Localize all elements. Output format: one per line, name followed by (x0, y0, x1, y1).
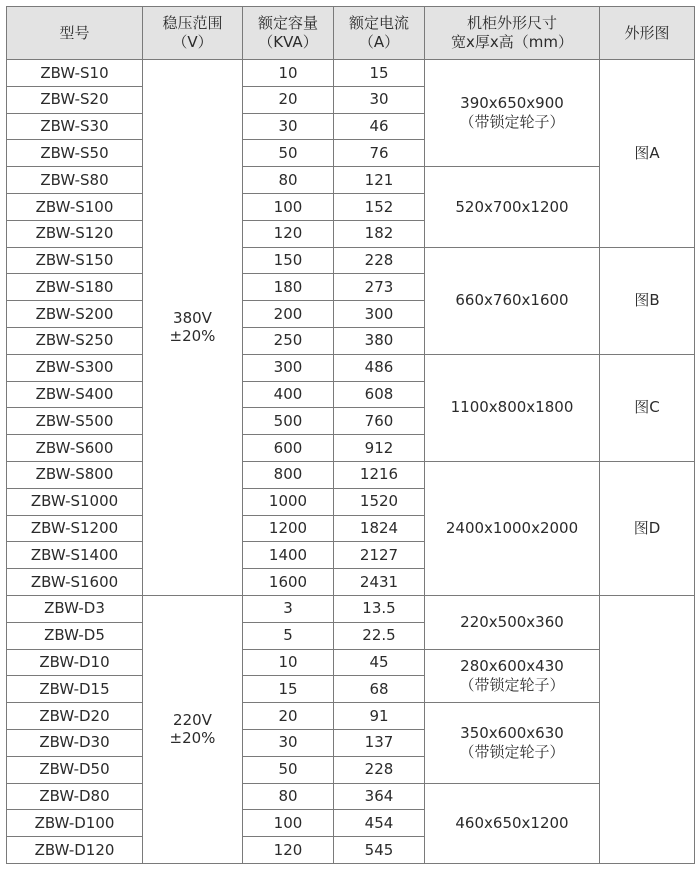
cell-current: 1520 (334, 488, 425, 515)
cell-current: 76 (334, 140, 425, 167)
cell-capacity: 50 (243, 140, 334, 167)
cell-capacity: 120 (243, 220, 334, 247)
cell-voltage-range: 380V ±20% (143, 60, 243, 596)
cell-capacity: 150 (243, 247, 334, 274)
cell-model: ZBW-S100 (7, 193, 143, 220)
cell-current: 380 (334, 327, 425, 354)
header-figure: 外形图 (600, 7, 695, 60)
header-capacity: 额定容量 （KVA） (243, 7, 334, 60)
cell-model: ZBW-D80 (7, 783, 143, 810)
cell-voltage-range: 220V ±20% (143, 595, 243, 863)
cell-current: 1824 (334, 515, 425, 542)
cell-dimensions: 2400x1000x2000 (425, 461, 600, 595)
cell-current: 364 (334, 783, 425, 810)
cell-current: 545 (334, 837, 425, 864)
cell-current: 760 (334, 408, 425, 435)
cell-figure (600, 595, 695, 863)
table-row (7, 167, 695, 194)
cell-capacity: 400 (243, 381, 334, 408)
cell-capacity: 1400 (243, 542, 334, 569)
cell-model: ZBW-S180 (7, 274, 143, 301)
cell-current: 228 (334, 756, 425, 783)
cell-current: 46 (334, 113, 425, 140)
cell-model: ZBW-S20 (7, 86, 143, 113)
cell-dimensions: 350x600x630 （带锁定轮子） (425, 703, 600, 783)
cell-current: 182 (334, 220, 425, 247)
cell-current: 2431 (334, 569, 425, 596)
cell-model: ZBW-D15 (7, 676, 143, 703)
cell-capacity: 50 (243, 756, 334, 783)
cell-capacity: 80 (243, 167, 334, 194)
cell-figure: 图A (600, 60, 695, 248)
cell-model: ZBW-D100 (7, 810, 143, 837)
cell-capacity: 20 (243, 86, 334, 113)
cell-model: ZBW-D120 (7, 837, 143, 864)
cell-model: ZBW-S150 (7, 247, 143, 274)
cell-capacity: 300 (243, 354, 334, 381)
table-row (7, 649, 695, 676)
cell-capacity: 1000 (243, 488, 334, 515)
cell-model: ZBW-S120 (7, 220, 143, 247)
cell-model: ZBW-D5 (7, 622, 143, 649)
cell-capacity: 80 (243, 783, 334, 810)
cell-current: 2127 (334, 542, 425, 569)
cell-dimensions: 390x650x900 （带锁定轮子） (425, 60, 600, 167)
cell-capacity: 250 (243, 327, 334, 354)
cell-capacity: 30 (243, 113, 334, 140)
cell-current: 13.5 (334, 595, 425, 622)
table-row (7, 461, 695, 488)
cell-model: ZBW-S10 (7, 60, 143, 87)
cell-capacity: 1200 (243, 515, 334, 542)
table-row (7, 60, 695, 87)
cell-model: ZBW-D50 (7, 756, 143, 783)
cell-current: 137 (334, 729, 425, 756)
cell-current: 152 (334, 193, 425, 220)
cell-capacity: 20 (243, 703, 334, 730)
cell-model: ZBW-S250 (7, 327, 143, 354)
cell-current: 68 (334, 676, 425, 703)
table-row (7, 783, 695, 810)
header-current: 额定电流 （A） (334, 7, 425, 60)
cell-model: ZBW-S300 (7, 354, 143, 381)
cell-current: 608 (334, 381, 425, 408)
cell-capacity: 15 (243, 676, 334, 703)
cell-model: ZBW-S600 (7, 435, 143, 462)
cell-capacity: 100 (243, 193, 334, 220)
cell-capacity: 100 (243, 810, 334, 837)
table-row (7, 703, 695, 730)
cell-figure: 图D (600, 461, 695, 595)
cell-capacity: 200 (243, 301, 334, 328)
table-row (7, 595, 695, 622)
table-row (7, 247, 695, 274)
cell-current: 22.5 (334, 622, 425, 649)
cell-capacity: 800 (243, 461, 334, 488)
header-dimensions: 机柜外形尺寸 宽x厚x高（mm） (425, 7, 600, 60)
cell-model: ZBW-S1600 (7, 569, 143, 596)
header-voltage-range: 稳压范围 （V） (143, 7, 243, 60)
cell-model: ZBW-S50 (7, 140, 143, 167)
cell-current: 15 (334, 60, 425, 87)
cell-dimensions: 520x700x1200 (425, 167, 600, 247)
cell-current: 1216 (334, 461, 425, 488)
cell-current: 45 (334, 649, 425, 676)
cell-figure: 图C (600, 354, 695, 461)
cell-model: ZBW-D10 (7, 649, 143, 676)
cell-model: ZBW-D30 (7, 729, 143, 756)
cell-model: ZBW-S1400 (7, 542, 143, 569)
cell-model: ZBW-D3 (7, 595, 143, 622)
cell-capacity: 10 (243, 649, 334, 676)
cell-model: ZBW-S800 (7, 461, 143, 488)
cell-dimensions: 460x650x1200 (425, 783, 600, 863)
cell-model: ZBW-S200 (7, 301, 143, 328)
cell-figure: 图B (600, 247, 695, 354)
cell-current: 30 (334, 86, 425, 113)
cell-model: ZBW-S80 (7, 167, 143, 194)
cell-capacity: 5 (243, 622, 334, 649)
cell-current: 91 (334, 703, 425, 730)
cell-capacity: 500 (243, 408, 334, 435)
spec-table (6, 6, 695, 864)
cell-model: ZBW-S1200 (7, 515, 143, 542)
header-row (7, 7, 695, 60)
cell-dimensions: 1100x800x1800 (425, 354, 600, 461)
cell-current: 228 (334, 247, 425, 274)
cell-capacity: 180 (243, 274, 334, 301)
table-row (7, 354, 695, 381)
cell-current: 486 (334, 354, 425, 381)
cell-current: 273 (334, 274, 425, 301)
cell-current: 454 (334, 810, 425, 837)
cell-model: ZBW-S500 (7, 408, 143, 435)
cell-current: 912 (334, 435, 425, 462)
cell-capacity: 3 (243, 595, 334, 622)
cell-current: 300 (334, 301, 425, 328)
cell-dimensions: 220x500x360 (425, 595, 600, 649)
cell-model: ZBW-D20 (7, 703, 143, 730)
cell-model: ZBW-S1000 (7, 488, 143, 515)
cell-capacity: 10 (243, 60, 334, 87)
cell-capacity: 30 (243, 729, 334, 756)
cell-capacity: 120 (243, 837, 334, 864)
cell-capacity: 600 (243, 435, 334, 462)
cell-model: ZBW-S30 (7, 113, 143, 140)
header-model: 型号 (7, 7, 143, 60)
cell-model: ZBW-S400 (7, 381, 143, 408)
cell-current: 121 (334, 167, 425, 194)
cell-capacity: 1600 (243, 569, 334, 596)
cell-dimensions: 660x760x1600 (425, 247, 600, 354)
cell-dimensions: 280x600x430 （带锁定轮子） (425, 649, 600, 703)
table-body (7, 60, 695, 864)
